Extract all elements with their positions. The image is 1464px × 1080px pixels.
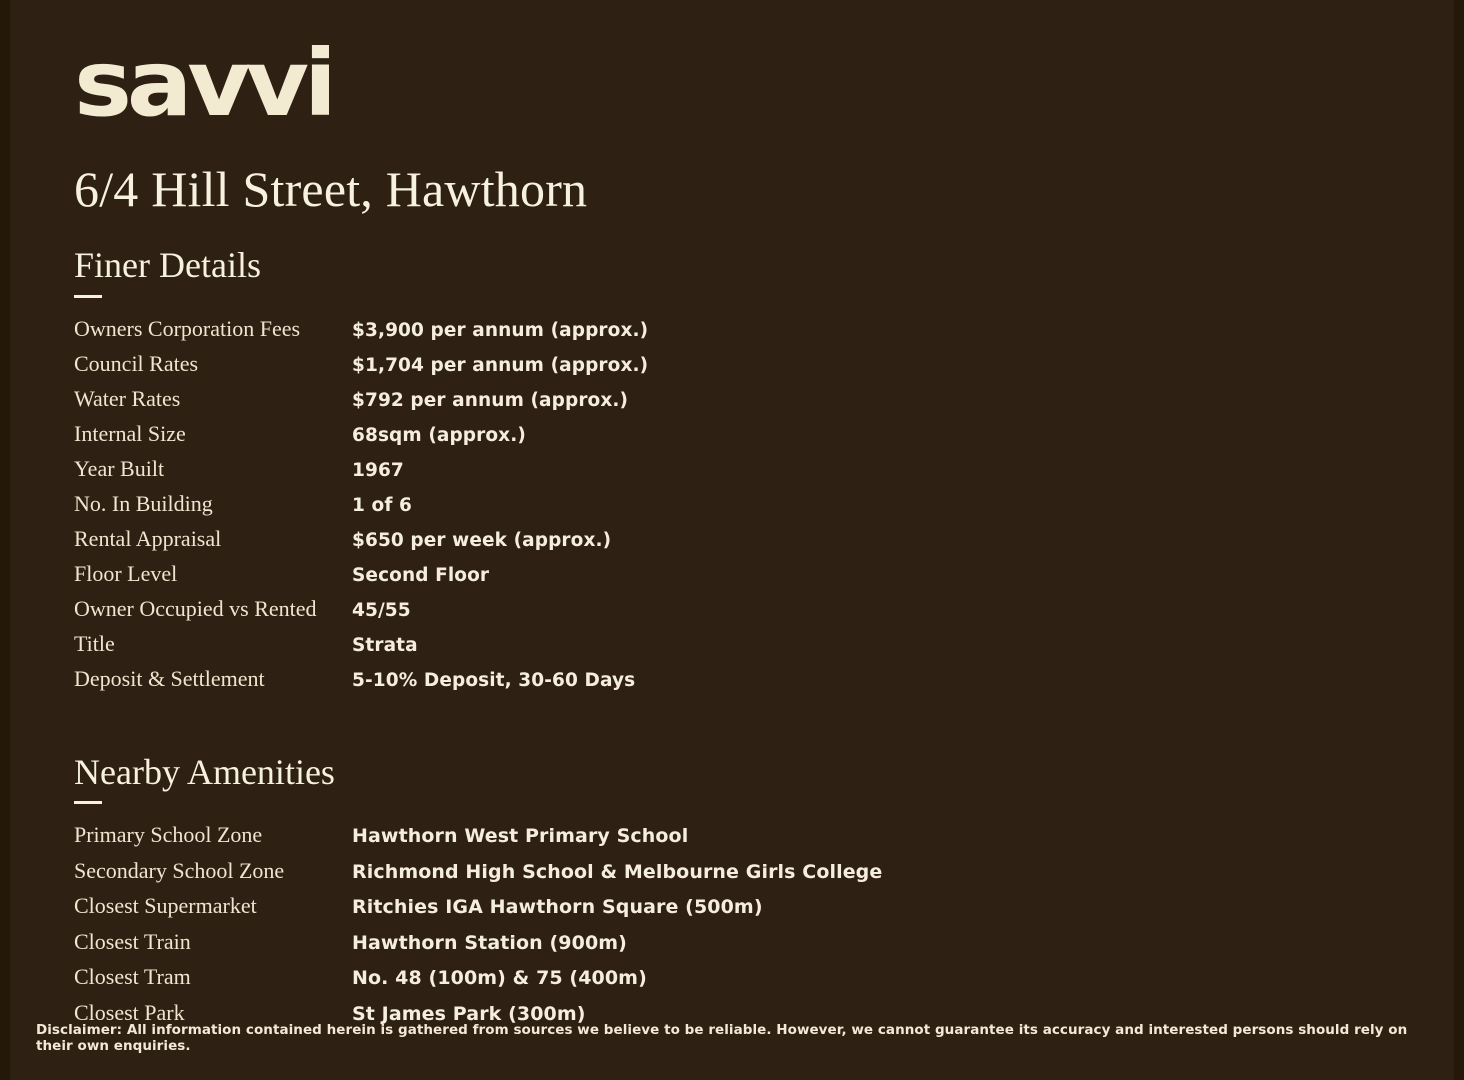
- savvi-logo: savvi: [74, 30, 332, 137]
- amenity-value: Ritchies IGA Hawthorn Square (500m): [352, 896, 763, 919]
- amenity-value: Hawthorn Station (900m): [352, 931, 627, 954]
- detail-row: [74, 312, 1434, 347]
- amenity-row: [74, 889, 1434, 925]
- page-edge-right: [1454, 0, 1464, 1080]
- detail-row: [74, 592, 1434, 627]
- detail-label: Deposit & Settlement: [74, 665, 265, 691]
- amenity-label: Secondary School Zone: [74, 857, 285, 883]
- nearby-amenities-heading: Nearby Amenities: [74, 751, 335, 792]
- amenity-row: [74, 854, 1434, 890]
- detail-value: $650 per week (approx.): [352, 529, 612, 551]
- detail-row: [74, 627, 1434, 662]
- detail-label: Owner Occupied vs Rented: [74, 595, 317, 621]
- heading-rule: [74, 295, 102, 298]
- detail-row: [74, 347, 1434, 382]
- detail-value: $792 per annum (approx.): [352, 389, 629, 411]
- detail-value: $3,900 per annum (approx.): [352, 319, 649, 341]
- detail-label: Year Built: [74, 455, 165, 481]
- disclaimer-text: Disclaimer: All information contained herein is gathered from sources we believe to be reliable. However, we cannot guarantee its accuracy and interested persons should rely on their own enquiries.: [36, 1022, 1408, 1054]
- detail-value: 45/55: [352, 599, 411, 621]
- page-content: [74, 0, 1434, 1080]
- amenity-label: Closest Supermarket: [74, 893, 257, 919]
- detail-label: No. In Building: [74, 490, 213, 516]
- detail-row: [74, 487, 1434, 522]
- amenity-value: St James Park (300m): [352, 1002, 586, 1025]
- finer-details-rows: [74, 312, 1434, 697]
- detail-label: Owners Corporation Fees: [74, 315, 301, 341]
- detail-row: [74, 382, 1434, 417]
- amenity-row: [74, 925, 1434, 961]
- detail-label: Water Rates: [74, 385, 181, 411]
- detail-row: [74, 522, 1434, 557]
- detail-value: 68sqm (approx.): [352, 424, 526, 446]
- detail-value: Second Floor: [352, 564, 490, 586]
- detail-row: [74, 417, 1434, 452]
- detail-value: Strata: [352, 634, 418, 656]
- amenity-label: Closest Train: [74, 928, 191, 954]
- detail-label: Title: [74, 630, 115, 656]
- nearby-amenities-rows: [74, 818, 1434, 1031]
- detail-label: Rental Appraisal: [74, 525, 222, 551]
- detail-value: $1,704 per annum (approx.): [352, 354, 649, 376]
- page-title: 6/4 Hill Street, Hawthorn: [74, 161, 588, 217]
- amenity-value: Hawthorn West Primary School: [352, 825, 689, 848]
- detail-value: 5-10% Deposit, 30-60 Days: [352, 669, 636, 691]
- detail-row: [74, 557, 1434, 592]
- amenity-value: No. 48 (100m) & 75 (400m): [352, 967, 647, 990]
- detail-value: 1967: [352, 459, 404, 481]
- amenity-row: [74, 960, 1434, 996]
- detail-label: Council Rates: [74, 350, 199, 376]
- page-edge-left: [0, 0, 10, 1080]
- detail-label: Floor Level: [74, 560, 178, 586]
- nearby-amenities-section: [74, 753, 1434, 1032]
- amenity-value: Richmond High School & Melbourne Girls College: [352, 860, 883, 883]
- amenity-label: Closest Tram: [74, 964, 191, 990]
- detail-row: [74, 662, 1434, 697]
- finer-details-section: [74, 246, 1434, 697]
- amenity-label: Closest Park: [74, 999, 185, 1025]
- amenity-label: Primary School Zone: [74, 822, 263, 848]
- finer-details-heading: Finer Details: [74, 245, 261, 285]
- amenity-row: [74, 818, 1434, 854]
- heading-rule: [74, 801, 102, 804]
- detail-row: [74, 452, 1434, 487]
- detail-value: 1 of 6: [352, 494, 412, 516]
- detail-label: Internal Size: [74, 420, 186, 446]
